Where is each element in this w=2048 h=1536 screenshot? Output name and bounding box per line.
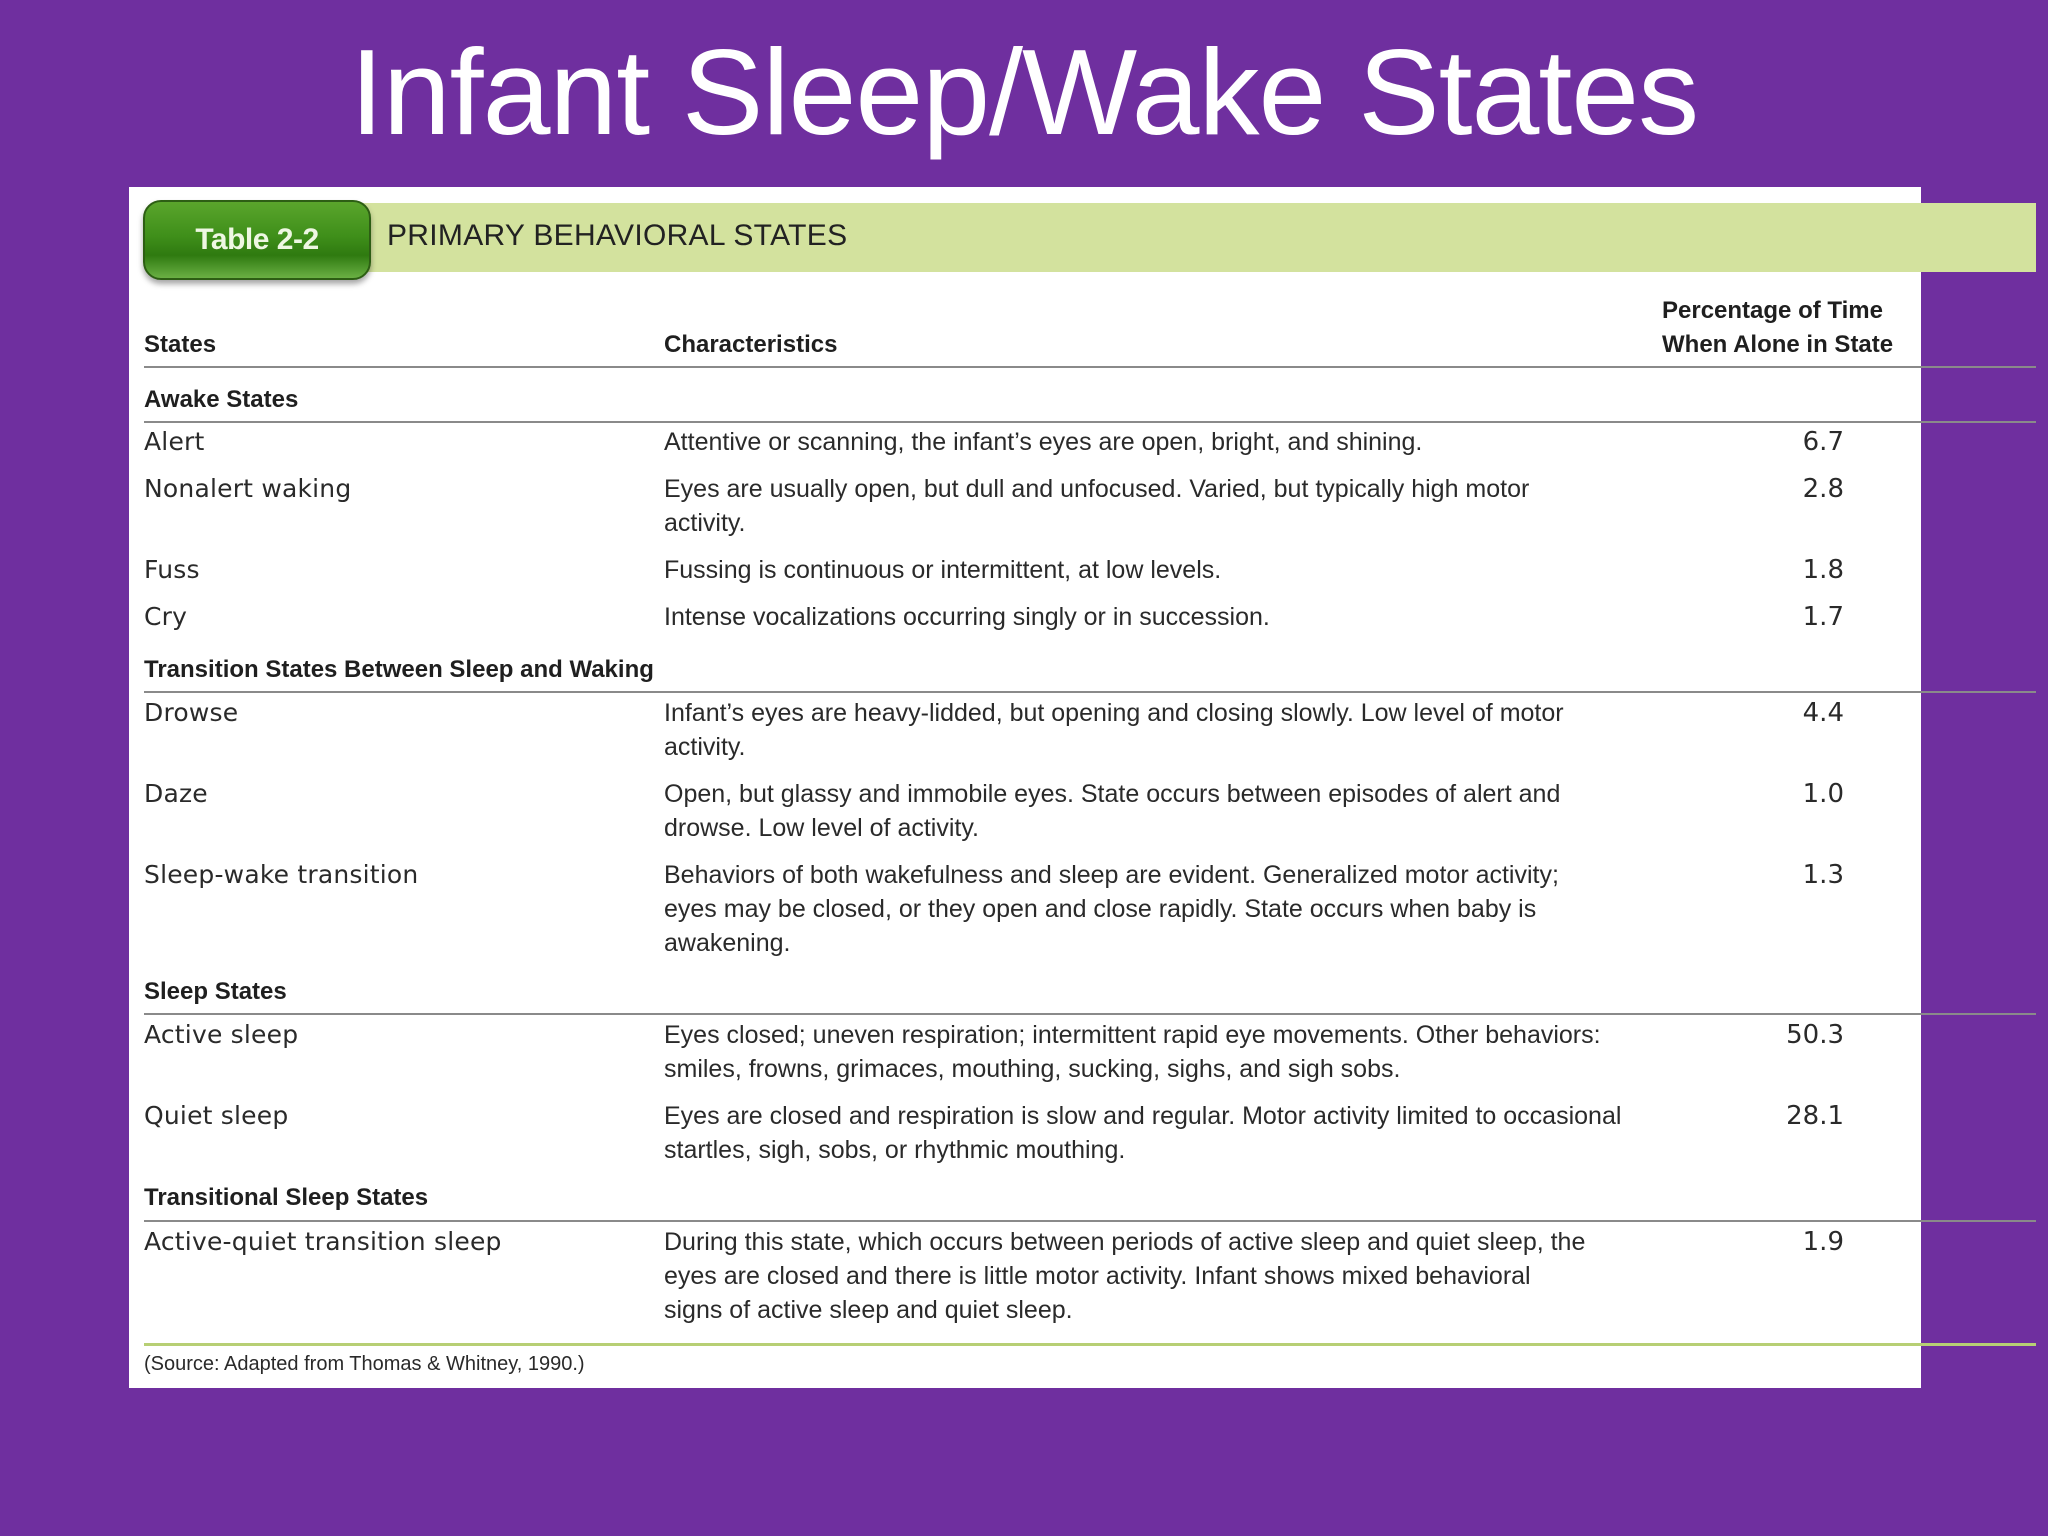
characteristics-cell: Attentive or scanning, the infant’s eyes are open, bright, and shining. (664, 428, 1423, 456)
percentage-cell: 50.3 (1786, 1020, 1844, 1050)
column-header-percentage-line2: When Alone in State (1662, 331, 1894, 358)
section-rule (144, 691, 2036, 693)
column-header-characteristics: Characteristics (664, 331, 838, 358)
section-rule (144, 1013, 2036, 1015)
slide-title: Infant Sleep/Wake States (349, 24, 1699, 160)
percentage-cell: 2.8 (1802, 474, 1844, 504)
characteristics-cell: Eyes are closed and respiration is slow and regular. Motor activity limited to occasional startles, sigh, sobs, or rhythmic mouthing. (664, 1102, 1622, 1164)
table-number-label: Table 2-2 (195, 223, 319, 256)
characteristics-cell: Eyes are usually open, but dull and unfocused. Varied, but typically high motor activity. (664, 475, 1530, 537)
percentage-cell: 1.3 (1802, 860, 1844, 890)
characteristics-cell: Eyes closed; uneven respiration; intermittent rapid eye movements. Other behaviors: smiles, frowns, grimaces, mouthing, sucking, sighs, and sigh sobs. (664, 1021, 1601, 1083)
characteristics-cell: Intense vocalizations occurring singly or in succession. (664, 603, 1270, 631)
state-cell: Fuss (144, 555, 200, 584)
characteristics-cell: Fussing is continuous or intermittent, at low levels. (664, 556, 1222, 584)
behavioral-states-table (129, 187, 1921, 1388)
percentage-cell: 6.7 (1802, 427, 1844, 457)
state-cell: Drowse (144, 698, 239, 727)
state-cell: Daze (144, 779, 208, 808)
state-cell: Alert (144, 427, 205, 456)
column-header-states: States (144, 331, 217, 358)
section-header-sleep-states: Sleep States (144, 978, 287, 1005)
section-rule (144, 1220, 2036, 1222)
characteristics-cell: Behaviors of both wakefulness and sleep are evident. Generalized motor activity; eyes may be closed, or they open and close rapidly. State occurs when baby is awakening. (664, 861, 1559, 957)
column-header-percentage-line1: Percentage of Time (1662, 297, 1883, 324)
percentage-cell: 1.9 (1802, 1227, 1844, 1257)
percentage-cell: 1.8 (1802, 555, 1844, 585)
percentage-cell: 4.4 (1802, 698, 1844, 728)
footer-rule (144, 1343, 2036, 1346)
column-header-percentage (1662, 294, 1902, 362)
header-rule (144, 366, 2036, 368)
section-header-transitional-sleep-states: Transitional Sleep States (144, 1184, 429, 1211)
state-cell: Active sleep (144, 1020, 299, 1049)
state-cell: Nonalert waking (144, 474, 352, 503)
percentage-cell: 28.1 (1786, 1101, 1844, 1131)
state-cell: Cry (144, 602, 188, 631)
characteristics-cell: Open, but glassy and immobile eyes. State occurs between episodes of alert and drowse. Low level of activity. (664, 780, 1561, 842)
table-number-badge (143, 200, 371, 280)
state-cell: Sleep-wake transition (144, 860, 419, 889)
percentage-cell: 1.7 (1802, 602, 1844, 632)
table-heading: PRIMARY BEHAVIORAL STATES (387, 219, 848, 252)
state-cell: Active-quiet transition sleep (144, 1227, 502, 1256)
section-rule (144, 421, 2036, 423)
section-header-transition-states: Transition States Between Sleep and Waking (144, 656, 654, 683)
characteristics-cell: During this state, which occurs between periods of active sleep and quiet sleep, the eyes are closed and there is little motor activity. Infant shows mixed behavioral signs of active sleep and quiet sleep. (664, 1228, 1586, 1324)
state-cell: Quiet sleep (144, 1101, 289, 1130)
section-header-awake-states: Awake States (144, 386, 299, 413)
source-citation: (Source: Adapted from Thomas & Whitney, 1990.) (144, 1353, 585, 1375)
characteristics-cell: Infant’s eyes are heavy-lidded, but opening and closing slowly. Low level of motor activity. (664, 699, 1564, 761)
percentage-cell: 1.0 (1802, 779, 1844, 809)
